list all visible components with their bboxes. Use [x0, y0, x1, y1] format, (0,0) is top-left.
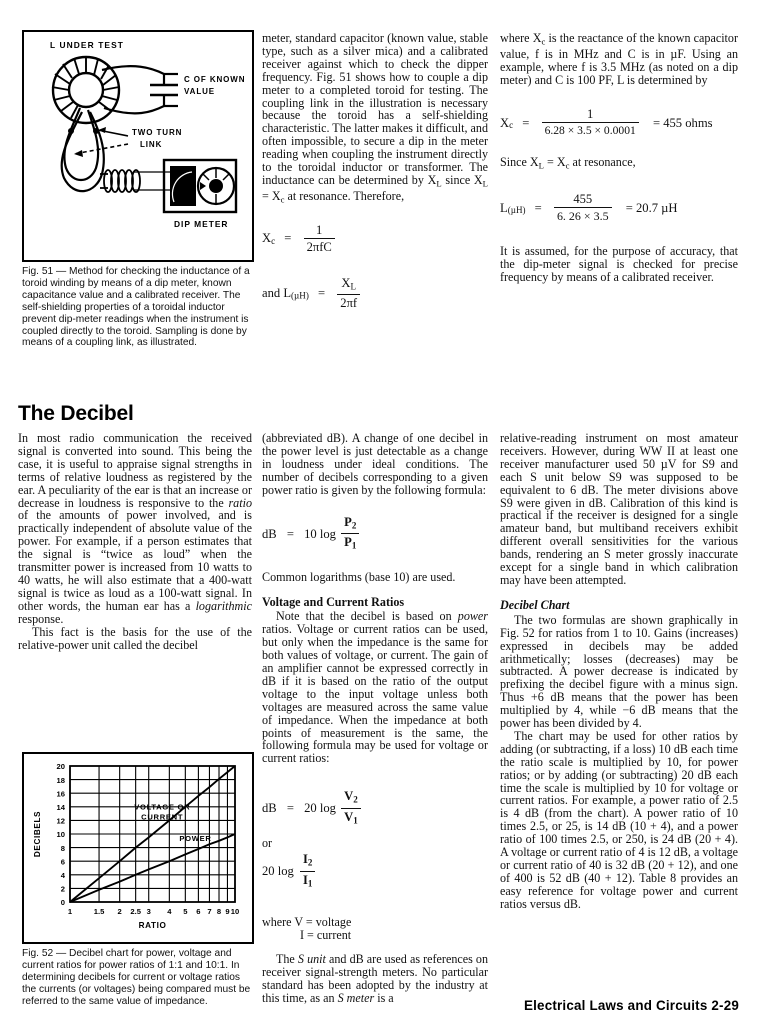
fraction: $\frac{455}{6. 26 \times 3.5}$ — [554, 192, 612, 223]
emphasis: logarithmic — [195, 598, 252, 613]
fraction: $\frac{P_2}{P_1}$ — [341, 515, 359, 553]
paragraph: Since $X_L = X_c$ at resonance, — [500, 155, 636, 171]
figure-51-label-link: LINK — [140, 140, 163, 149]
column-top-middle — [262, 32, 488, 321]
figure-52-decibel-chart — [22, 752, 254, 944]
subscript: 2 — [351, 520, 357, 531]
paragraph: The S unit and dB are used as references on receiver signal-strength meters. No particular standard has been adopted by the industry at this time, as an S meter is a — [262, 952, 489, 1005]
paragraph: meter, standard capacitor (known value, stable type, such as a silver mica) and a calibrated receiver against which to check the dipper frequency. Fig. 51 shows how to couple a dip meter to a completed toroid for testing. The coupling link in the illustration is necessary because the toroid has a self-shielding characteristic. The latter makes it difficult, and often impossible, to secure a dip in the meter reading when coupling the instrument directly to the toroidal inductor or transformer. The inductance can be determined by $X_L$ since $X_L = X_c$ at resonance. Therefore, — [262, 31, 488, 205]
formula-db-voltage: dB = 20 log $\frac{V_2}{V_1}$ — [262, 789, 488, 827]
column-mid-middle — [262, 432, 488, 1005]
subscript: c — [271, 235, 276, 246]
paragraph: In most radio communication the received signal is converted into sound. This being the case, it is useful to appraise signal strengths in terms of relative loudness as registered by the ear. A peculiarity of the ear is that an increase or decrease in loudness is responsive to the ratio of the amounts of power involved, and is practically independent of absolute value of the power. For example, if a person estimates that the signal is “twice as loud” when the transmitter power is increased from 10 watts to 40 watts, he will also estimate that a 400-watt signal is twice as loud as a 100-watt signal. In other words, the human ear has a logarithmic response. — [18, 431, 252, 626]
subheading-decibel-chart: Decibel Chart — [500, 597, 570, 612]
subscript: c — [541, 36, 546, 47]
svg-text:POWER: POWER — [179, 833, 212, 843]
figure-51-illustration — [22, 30, 254, 262]
svg-text:CURRENT: CURRENT — [141, 812, 184, 822]
formula-xc-reactance: $X_c$ = $\frac{1}{\text{2πfC}}$ — [262, 223, 488, 254]
paragraph: The two formulas are shown graphically in Fig. 52 for ratios from 1 to 10. Gains (increases) expressed in decibels may be added arithmetically; losses (decreases) may be subtracted. A power decrease is indicated by prefixing the decibel figure with a minus sign. Thus +6 dB means that the power has been multiplied by 4, while −6 dB means that the power has been divided by 4. — [500, 612, 738, 731]
subscript: 2 — [307, 857, 313, 868]
emphasis: S unit — [297, 952, 326, 967]
column-top-right — [500, 32, 738, 284]
subscript: L — [436, 178, 442, 189]
subscript: 2 — [353, 794, 358, 805]
figure-51-label-dip-meter: DIP METER — [174, 219, 229, 229]
subscript: (µH) — [507, 205, 526, 216]
svg-text:6: 6 — [196, 907, 201, 916]
legend-where-current: I = current — [300, 928, 352, 943]
svg-text:6: 6 — [60, 857, 65, 867]
svg-text:2.5: 2.5 — [130, 907, 141, 916]
svg-text:3: 3 — [146, 907, 151, 916]
subscript: 1 — [307, 878, 313, 889]
svg-text:16: 16 — [56, 789, 65, 799]
svg-text:RATIO: RATIO — [138, 921, 167, 930]
svg-text:VOLTAGE OR: VOLTAGE OR — [134, 802, 191, 812]
legend-where-voltage: where V = voltage — [262, 915, 352, 930]
svg-text:14: 14 — [56, 803, 65, 812]
svg-text:20: 20 — [56, 762, 65, 772]
figure-51-label-l-under-test: L UNDER TEST — [50, 40, 125, 50]
subscript: 1 — [351, 540, 357, 551]
paragraph: Note that the decibel is based on power ratios. Voltage or current ratios can be used, but only when the impedance is the same for both values of voltage, or current. The gain of an amplifier cannot be expressed correctly in dB if it is based on the ratio of the output voltage to the input voltage unless both voltages are measured across the same value of impedance. When the impedance at both points of measurement is the same, the following formula may be used for voltage or current ratios: — [262, 609, 488, 766]
paragraph: Common logarithms (base 10) are used. — [262, 569, 456, 584]
svg-text:9: 9 — [225, 907, 230, 916]
svg-text:1: 1 — [67, 907, 73, 916]
paragraph: It is assumed, for the purpose of accuracy, that the dip-meter signal is checked for precise frequency by means of a calibrated receiver. — [500, 244, 738, 285]
svg-text:2: 2 — [117, 907, 122, 916]
subheading-voltage-current-ratios: Voltage and Current Ratios — [262, 594, 405, 609]
paragraph: relative-reading instrument on most amateur receivers. However, during WW II at least one receiver manufacturer used 50 µV for S9 and each S unit below S9 was supposed to be equivalent to 6 dB. The meter divisions above S9 were given in dB. Calibration of this kind is practical if the receiver is designed for a single amateur band, but multiband receivers exhibit different overall sensitivities for the various bands, rendering an S meter grossly inaccurate except for a single band in which calibration may have been attempted. — [500, 431, 738, 587]
fraction: $\frac{X_L}{2\pi f}$ — [337, 276, 360, 311]
column-mid-right — [500, 432, 738, 911]
svg-text:10: 10 — [56, 830, 65, 840]
svg-text:8: 8 — [216, 907, 222, 916]
svg-text:7: 7 — [207, 907, 212, 916]
figure-51-label-two-turn: TWO TURN — [132, 128, 183, 137]
svg-text:0: 0 — [60, 898, 65, 908]
subscript: c — [509, 119, 514, 130]
formula-inductance-uh: and $L_{(\mu H)}$ = $\frac{X_L}{2\pi f}$ — [262, 276, 488, 311]
paragraph: The chart may be used for other ratios by adding (or subtracting, if a loss) 10 dB each time the ratio scale is multiplied by 10, for power ratios; or by adding (or subtracting) 20 dB each time the scale is multiplied by 10 for voltage or current ratios. For example, a power ratio of 2.5 is 4 dB (from the chart). A power ratio of 10 times 2.5, or 25, is 14 dB (10 + 4), and a power ratio of 100 times 2.5, or 250, is 24 dB (20 + 4). A voltage or current ratio of 4 is 12 dB, a voltage or current ratio of 40 is 32 dB (20 + 12), and one of 400 is 52 dB (40 + 12). Table 8 provides an easy reference for voltage power and current ratios versus dB. — [500, 728, 738, 911]
formula-xc-example: $X_c$ = $\frac{1}{6.28 \times 3.5 \times 0.0001}$ = 455 ohms — [500, 107, 713, 138]
label-or: or — [262, 836, 273, 851]
figure-52-caption: Fig. 52 — Decibel chart for power, voltage and current ratios for power ratios of 1:1 and 10:1. In determining decibels for current or voltage ratios the currents (or voltages) being compared must be referred to the same value of impedance. — [22, 948, 251, 1008]
svg-text:2: 2 — [60, 884, 65, 894]
paragraph: where $X_c$ is the reactance of the known capacitor value, f is in MHz and C is in µF. Using an example, where f is 3.5 MHz (as noted on a dip meter) and C is 100 PF, L is determined by — [500, 31, 738, 88]
formula-l-result: $L_{(\mu H)}$ = $\frac{455}{6. 26 \times 3.5}$ = 20.7 µH — [500, 192, 678, 224]
subscript: (µH) — [291, 290, 309, 301]
subscript: L — [350, 281, 357, 292]
svg-text:4: 4 — [167, 907, 172, 916]
svg-text:4: 4 — [60, 871, 65, 880]
emphasis: S meter — [337, 990, 375, 1005]
figure-51-label-value: VALUE — [184, 87, 216, 96]
figure-51-svg — [24, 32, 248, 256]
paragraph: This fact is the basis for the use of the relative-power unit called the decibel — [18, 624, 252, 652]
subscript: 1 — [353, 815, 358, 826]
subscript: c — [280, 194, 285, 205]
emphasis: ratio — [228, 495, 252, 510]
section-heading-the-decibel: The Decibel — [18, 402, 134, 426]
formula-db-current: 20 log $\frac{I_2}{I_1}$ — [262, 852, 488, 890]
figure-52-svg — [24, 754, 248, 938]
svg-text:12: 12 — [56, 816, 65, 826]
subscript: L — [538, 160, 544, 171]
fraction: $\frac{V_2}{V_1}$ — [341, 789, 361, 827]
fraction: $\frac{1}{\text{2πfC}}$ — [304, 223, 335, 254]
column-mid-left — [18, 432, 252, 651]
svg-text:1.5: 1.5 — [93, 907, 105, 916]
svg-text:18: 18 — [56, 775, 65, 785]
fraction: $\frac{I_2}{I_1}$ — [300, 852, 315, 890]
svg-text:8: 8 — [60, 843, 65, 853]
paragraph: (abbreviated dB). A change of one decibel in the power level is just detectable as a change in loudness under ideal conditions. The number of decibels corresponding to a given power ratio is given by the following formula: — [262, 431, 488, 497]
svg-text:5: 5 — [183, 907, 188, 916]
figure-51-label-c-of-known: C OF KNOWN — [184, 75, 246, 84]
fraction: $\frac{1}{6.28 \times 3.5 \times 0.0001}$ — [542, 107, 639, 138]
svg-text:DECIBELS: DECIBELS — [33, 810, 42, 858]
subscript: L — [482, 178, 488, 189]
emphasis: power — [457, 609, 488, 624]
formula-db-power: dB = 10 log $\frac{P_2}{P_1}$ — [262, 515, 488, 553]
svg-text:10: 10 — [230, 907, 240, 916]
figure-51-caption: Fig. 51 — Method for checking the inductance of a toroid winding by means of a dip meter, known capacitance value and a calibrated receiver. The self-shielding properties of a toroidal inductor prevent dip-meter readings when the instrument is coupled directly to the toroid. Sampling is done by means of a coupling link, as illustrated. — [22, 266, 250, 349]
subscript: c — [565, 160, 570, 171]
page-footer: Electrical Laws and Circuits 2-29 — [524, 998, 739, 1013]
